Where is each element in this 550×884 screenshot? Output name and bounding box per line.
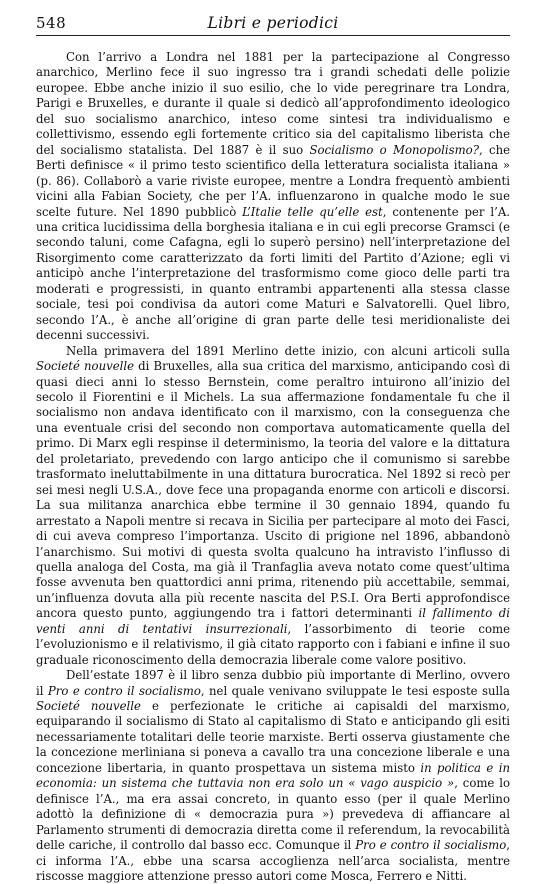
italic-run: Societé nouvelle bbox=[36, 699, 141, 714]
running-title: Libri e periodici bbox=[207, 14, 339, 32]
page-number: 548 bbox=[36, 14, 67, 32]
text-run: Dell’estate 1897 è il libro senza dubbio più importante di Merlino, ovvero il bbox=[36, 668, 510, 698]
italic-run: Pro e contro il socialismo bbox=[47, 683, 201, 698]
text-run: e perfezionate le critiche ai capisaldi del marxismo, equiparando il socialismo di Stato al capitalismo di Stato e anticipando gli esiti necessariamente totalitari delle teorie marxiste. Berti osserva giustamente che la concezione merliniana si poneva a cavallo tra una concezione liberale e una concezione libertaria, in quanto prospettava un sistema misto bbox=[36, 699, 510, 775]
text-run: , contenente per l’A. una critica lucidissima della borghesia italiana e in cui egli precorse Gramsci (e secondo taluni, come Cafagna, egli lo superò persino) nell’interpretazione del Risorgimento come caratterizzato da forti limiti del Partito d’Azione; egli vi anticipò anche l’interpretazione del trasformismo come gioco delle parti tra moderati e progressisti, in quanto entrambi appartenenti alla stessa classe sociale, tesi poi condivisa da autori come Maturi e Salvatorelli. Quel libro, secondo l’A., è anche all’origine di gran parte delle tesi meridionaliste dei decenni successivi. bbox=[36, 204, 510, 343]
text-run: , nel quale venivano sviluppate le tesi esposte sulla bbox=[200, 683, 510, 698]
text-run: di Bruxelles, alla sua critica del marxismo, anticipando così di quasi dieci anni lo stesso Bernstein, come peraltro intuirono all’inizio del secolo il Fiorentini e il Michels. La sua affermazione fondamentale fu che il socialismo non andava identificato con il marxismo, con la conseguenza che una eventuale crisi del secondo non comportava automaticamente quella del primo. Di Marx egli respinse il determinismo, la teoria del valore e la dittatura del proletariato, prevedendo con largo anticipo che il comunismo si sarebbe trasformato ineluttabilmente in una dittatura burocratica. Nel 1892 si recò per sei mesi negli U.S.A., dove fece una propaganda enorme con articoli e discorsi. La sua militanza anarchica ebbe termine il 30 gennaio 1894, quando fu arrestato a Napoli mentre si recava in Sicilia per partecipare al moto dei Fasci, di cui aveva compreso l’importanza. Uscito di prigione nel 1896, abbandonò l’anarchismo. Sui motivi di questa svolta qualcuno ha intravisto l’influsso di quella analoga del Costa, ma già il Tranfaglia aveva notato come quest’ultima fosse avvenuta ben quattordici anni prima, ritenendo più accettabile, semmai, un’influenza dovuta alla più recente nascita del P.S.I. Ora Berti approfondisce ancora questo punto, aggiungendo tra i fattori determinanti bbox=[36, 359, 510, 621]
text-run: , l’assorbimento di teorie come l’evoluzionismo e il relativismo, il già citato rapporto con i fabiani e infine il suo graduale riconoscimento della democrazia liberale come valore positivo. bbox=[36, 621, 510, 667]
text-run: , che Berti definisce « il primo testo scientifico della letteratura socialista italiana » (p. 86). Collaborò a varie riviste europee, mentre a Londra frequentò ambienti vicini alla Fabian Society, che per l’A. influenzarono in qualche modo le sue scelte future. Nel 1890 pubblicò bbox=[36, 142, 511, 219]
italic-run: Societé nouvelle bbox=[36, 359, 135, 374]
italic-run: L’Italie telle qu’elle est bbox=[242, 204, 383, 219]
paragraph bbox=[36, 668, 510, 884]
page-header bbox=[36, 14, 510, 34]
text-run: , come lo definisce l’A., ma era assai concreto, in quanto esso (per il quale Merlino adottò la definizione di « democrazia pura ») prevedeva di affiancare al Parlamento strumenti di democrazia diretta come il referendum, la revocabilità delle cariche, il controllo dal basso ecc. Comunque il bbox=[36, 776, 510, 853]
text-run: Con l’arrivo a Londra nel 1881 per la partecipazione al Congresso anarchico, Merlino fece il suo ingresso tra i grandi schedati delle polizie europee. Ebbe anche inizio il suo esilio, che lo vide peregrinare tra Londra, Parigi e Bruxelles, e durante il quale si dedicò all’approfondimento ideologico del suo socialismo anarchico, inteso come sintesi tra individualismo e collettivismo, essendo egli fortemente critico sia del capitalismo liberista che del socialismo statalista. Del 1887 è il suo bbox=[36, 50, 510, 157]
italic-run: Socialismo o Monopolismo? bbox=[309, 142, 479, 157]
italic-run: il fallimento di venti anni di tentativi insurrezionali bbox=[36, 606, 510, 636]
article-body bbox=[36, 50, 510, 884]
paragraph bbox=[36, 50, 510, 344]
header-rule bbox=[36, 35, 510, 36]
italic-run: in politica e in economia: un sistema che tuttavia non era solo un « vago auspicio » bbox=[36, 760, 510, 791]
text-run: Nella primavera del 1891 Merlino dette inizio, con alcuni articoli sulla bbox=[66, 343, 510, 358]
italic-run: Pro e contro il socialismo bbox=[355, 838, 507, 853]
text-run: , ci informa l’A., ebbe una scarsa accoglienza nell’arca socialista, mentre riscosse maggiore attenzione presso autori come Mosca, Ferrero e Nitti. bbox=[36, 838, 510, 884]
paragraph bbox=[36, 344, 510, 669]
